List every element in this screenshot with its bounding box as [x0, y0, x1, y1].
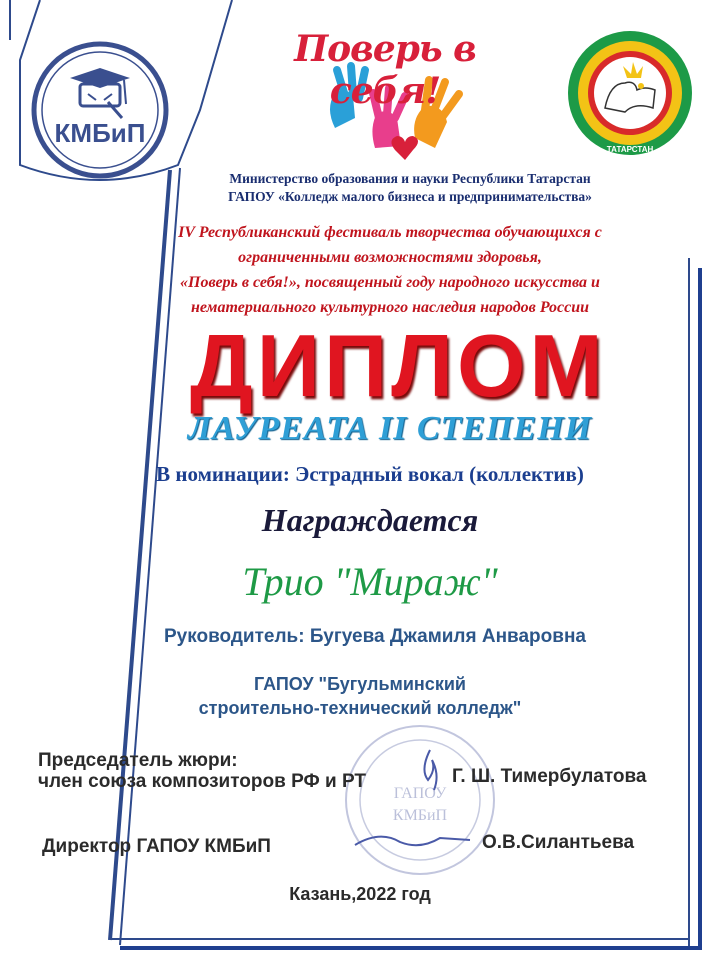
- frame-right-line-thick: [698, 268, 702, 948]
- director-name: О.В.Силантьева: [482, 832, 635, 853]
- ministry-line: Министерство образования и науки Республики Татарстан: [229, 171, 591, 186]
- jury-chair-line-1: Председатель жюри:: [38, 750, 238, 771]
- tatarstan-coat-of-arms: [565, 28, 695, 158]
- college-line: ГАПОУ «Колледж малого бизнеса и предпринимательства»: [228, 189, 592, 204]
- kmbip-logo: [30, 40, 170, 180]
- frame-bottom-line: [110, 938, 690, 940]
- festival-line-1: IV Республиканский фестиваль творчества обучающихся с: [178, 224, 602, 241]
- festival-description: [90, 220, 690, 320]
- festival-line-3: «Поверь в себя!», посвященный году народного искусства и: [180, 274, 600, 291]
- place-and-date: Казань,2022 год: [289, 884, 431, 904]
- diploma-title: ДИПЛОМ: [190, 316, 607, 415]
- institution-name: [120, 672, 600, 720]
- svg-text:КМБиП: КМБиП: [392, 807, 448, 824]
- festival-slogan: Поверь в себя!: [294, 28, 476, 112]
- nomination-text: В номинации: Эстрадный вокал (коллектив): [156, 462, 584, 486]
- recipient-name: Трио "Мираж": [242, 559, 498, 604]
- director-signature: [350, 820, 480, 860]
- leader-line: Руководитель: Бугуева Джамиля Анваровна: [163, 626, 586, 647]
- svg-text:ТАТАРСТАН: ТАТАРСТАН: [606, 145, 654, 154]
- institution-line-1: ГАПОУ "Бугульминский: [254, 674, 466, 694]
- laureate-degree: ЛАУРЕАТА II СТЕПЕНИ: [187, 410, 593, 447]
- frame-bottom-line-thick: [120, 946, 702, 950]
- ministry-header: [150, 170, 670, 206]
- jury-chair-title: [38, 750, 438, 792]
- frame-right-line: [688, 258, 690, 948]
- svg-text:КМБиП: КМБиП: [54, 118, 146, 148]
- awarded-heading: Награждается: [261, 502, 479, 538]
- jury-chair-line-2: член союза композиторов РФ и РТ: [38, 771, 366, 792]
- institution-line-2: строительно-технический колледж": [198, 698, 522, 718]
- director-title: Директор ГАПОУ КМБиП: [42, 836, 271, 857]
- jury-chair-name: Г. Ш. Тимербулатова: [452, 766, 647, 787]
- svg-text:ГАПОУ: ГАПОУ: [393, 785, 447, 802]
- festival-line-2: ограниченными возможностями здоровья,: [238, 249, 542, 266]
- festival-line-4: нематериального культурного наследия народов России: [190, 299, 590, 316]
